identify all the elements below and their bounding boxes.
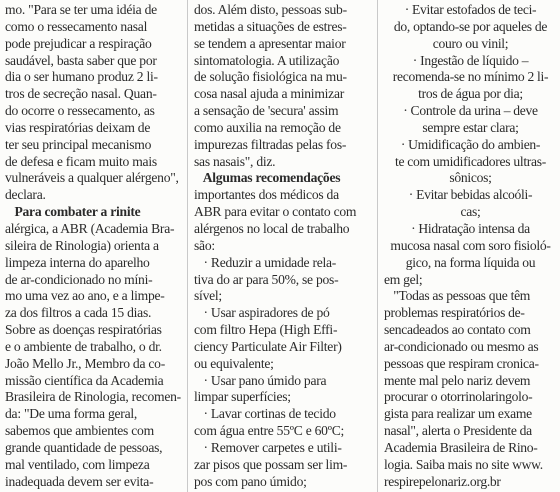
text-line: · Evitar bebidas alcoóli-	[408, 187, 533, 203]
text-line: · Controle da urina – deve	[403, 103, 538, 119]
text-line: mo. "Para se ter uma idéia de	[5, 2, 157, 17]
text-line: ou equivalente;	[194, 355, 274, 371]
text-line: sas nasais", diz.	[194, 153, 276, 169]
text-line: · Usar aspiradores de pó	[194, 305, 330, 321]
text-line: logia. Saiba mais no site www.	[384, 456, 543, 472]
text-line: tros de água por dia;	[418, 86, 523, 102]
text-line: saudável, basta saber que por	[5, 52, 157, 68]
text-line: ABR para evitar o contato com	[194, 204, 357, 220]
text-line: vulneráveis a qualquer alérgeno",	[5, 170, 179, 186]
text-line: metidas a situações de estres-	[194, 18, 347, 34]
text-line: · Hidratação intensa da	[411, 220, 530, 236]
text-line: do ocorre o ressecamento, as	[5, 103, 155, 119]
text-line: sileira de Rinologia) orienta a	[5, 237, 159, 253]
text-line: Sobre as doenças respiratórias	[5, 322, 162, 338]
column-divider	[187, 0, 188, 492]
text-line: de solução fisiológica na mu-	[194, 69, 347, 85]
text-line: gista para realizar um exame	[384, 406, 532, 422]
text-line: ciency Particulate Air Filter)	[194, 338, 342, 354]
text-line: couro ou vinil;	[432, 35, 509, 51]
text-line: Algumas recomendações	[194, 170, 341, 186]
text-line: são:	[194, 237, 215, 253]
text-line: se tendem a apresentar maior	[194, 35, 346, 51]
text-line: · Lavar cortinas de tecido	[194, 406, 336, 422]
text-line: como o ressecamento nasal	[5, 18, 148, 34]
text-line: "Todas as pessoas que têm	[384, 288, 531, 304]
text-line: sível;	[194, 288, 222, 304]
text-line: · Usar pano úmido para	[194, 372, 327, 388]
text-line: em gel;	[384, 271, 423, 287]
text-line: procurar o otorrinolaringolo-	[384, 389, 533, 405]
text-line: alérgenos no local de trabalho	[194, 220, 350, 236]
text-line: inadequada devem ser evita-	[5, 473, 154, 489]
article-column-3	[384, 2, 557, 490]
text-line: sintomatologia. A utilização	[194, 52, 340, 68]
text-line: pessoas que respiram cronica-	[384, 355, 539, 371]
text-line: mo uma vez ao ano, e a limpe-	[5, 288, 165, 304]
text-line: e o ambiente de trabalho, o dr.	[5, 338, 162, 354]
text-line: do, optando-se por aqueles de	[393, 18, 548, 34]
text-line: mal ventilado, com limpeza	[5, 456, 150, 472]
text-line: · Ingestão de líquido –	[412, 52, 529, 68]
text-line: · Evitar estofados de teci-	[404, 2, 537, 17]
text-line: como auxilia na remoção de	[194, 119, 341, 135]
text-line: te com umidificadores ultras-	[395, 153, 546, 169]
text-line: · Remover carpetes e utili-	[194, 439, 342, 455]
text-line: Para combater a rinite	[5, 204, 141, 220]
text-line: sencadeados ao contato com	[384, 322, 531, 338]
text-line: recomenda-se no mínimo 2 li-	[392, 69, 549, 85]
text-line: missão científica da Academia	[5, 372, 164, 388]
text-line: cosa nasal ajuda a minimizar	[194, 86, 345, 102]
text-line: zar pisos que possam ser lim-	[194, 456, 348, 472]
text-line: cas;	[460, 204, 481, 220]
text-line: ar-condicionado ou mesmo as	[384, 338, 539, 354]
text-line: de ar-condicionado no míni-	[5, 271, 153, 287]
text-line: problemas respiratórios de-	[384, 305, 525, 321]
text-line: mente mal pelo nariz devem	[384, 372, 531, 388]
text-line: za dos filtros a cada 15 dias.	[5, 305, 152, 321]
text-line: sabemos que ambientes com	[5, 423, 154, 439]
text-line: pode prejudicar a respiração	[5, 35, 152, 51]
text-line: da: "De uma forma geral,	[5, 406, 138, 422]
text-line: limpeza interna do aparelho	[5, 254, 150, 270]
article-column-1	[5, 2, 182, 490]
text-line: de defesa e ficam muito mais	[5, 153, 157, 169]
text-line: vias respiratórias deixam de	[5, 119, 151, 135]
text-line: declara.	[5, 187, 46, 203]
text-line: Academia Brasileira de Rino-	[384, 439, 538, 455]
text-line: alérgica, a ABR (Academia Bra-	[5, 220, 175, 236]
text-line: com filtro Hepa (High Effi-	[194, 322, 338, 338]
text-line: mucosa nasal com soro fisioló-	[390, 237, 551, 253]
text-line: dos. Além disto, pessoas sub-	[194, 2, 347, 17]
text-line: respirepelonariz.org.br	[384, 473, 501, 489]
column-divider	[377, 0, 378, 492]
text-line: · Umidificação do ambien-	[400, 136, 541, 152]
text-line: com água entre 55ºC e 60ºC;	[194, 423, 345, 439]
text-line: gico, na forma líquida ou	[405, 254, 536, 270]
text-line: tiva do ar para 50%, se pos-	[194, 271, 339, 287]
text-line: Brasileira de Rinologia, recomen-	[5, 389, 181, 405]
text-line: dia o ser humano produz 2 li-	[5, 69, 158, 85]
text-line: grande quantidade de pessoas,	[5, 439, 163, 455]
text-line: importantes dos médicos da	[194, 187, 339, 203]
text-line: nasal", alerta o Presidente da	[384, 423, 532, 439]
text-line: a sensação de 'secura' assim	[194, 103, 339, 119]
text-line: pos com pano úmido;	[194, 473, 307, 489]
text-line: sônicos;	[449, 170, 492, 186]
text-line: João Mello Jr., Membro da co-	[5, 355, 165, 371]
text-line: tros de secreção nasal. Quan-	[5, 86, 157, 102]
text-line: ter seu principal mecanismo	[5, 136, 152, 152]
text-line: sempre estar clara;	[422, 119, 519, 135]
article-column-2	[194, 2, 372, 490]
text-line: impurezas filtradas pelas fos-	[194, 136, 347, 152]
text-line: limpar superfícies;	[194, 389, 291, 405]
text-line: · Reduzir a umidade rela-	[194, 254, 337, 270]
